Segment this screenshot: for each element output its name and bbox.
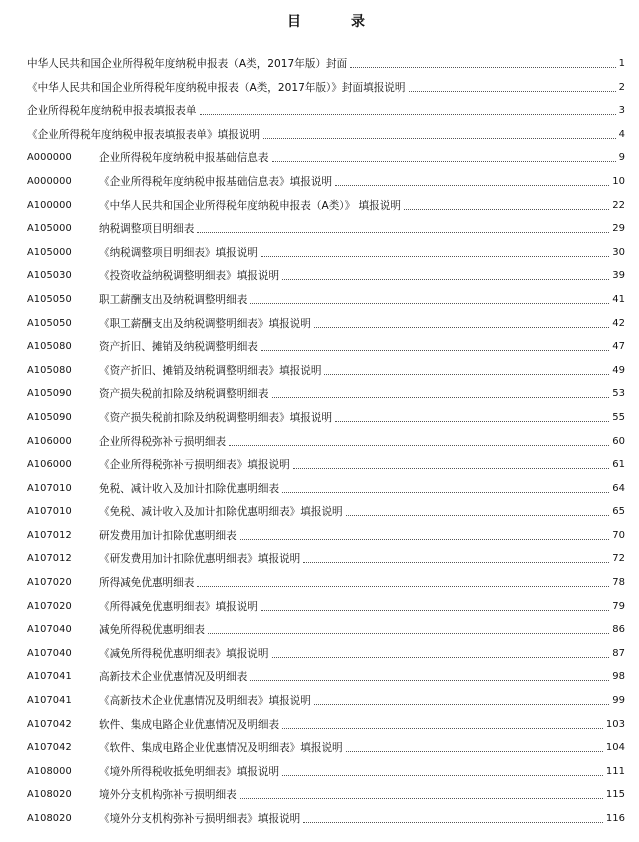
dot-leader bbox=[197, 586, 609, 587]
toc-entry[interactable] bbox=[27, 566, 625, 590]
toc-entry-code: A107041 bbox=[27, 671, 72, 683]
toc-entry[interactable] bbox=[27, 331, 625, 355]
toc-entry-page-number: 111 bbox=[605, 765, 625, 777]
dot-leader bbox=[293, 468, 610, 469]
toc-entry[interactable] bbox=[27, 779, 625, 803]
toc-entry-page-number: 9 bbox=[618, 152, 625, 164]
toc-entry[interactable] bbox=[27, 401, 625, 425]
toc-entry-code: A107020 bbox=[27, 600, 72, 612]
dot-leader bbox=[350, 67, 615, 68]
toc-entry-label: 企业所得税年度纳税申报基础信息表 bbox=[99, 152, 269, 165]
dot-leader bbox=[250, 680, 609, 681]
toc-entry[interactable] bbox=[27, 307, 625, 331]
toc-entry-code: A106000 bbox=[27, 435, 72, 447]
toc-entry-label: 《资产折旧、摊销及纳税调整明细表》填报说明 bbox=[99, 364, 322, 377]
toc-entry-page-number: 29 bbox=[612, 223, 625, 235]
toc-entry-label: 《纳税调整项目明细表》填报说明 bbox=[99, 246, 258, 259]
toc-entry-label: 所得减免优惠明细表 bbox=[99, 577, 195, 590]
dot-leader bbox=[282, 492, 609, 493]
toc-entry[interactable] bbox=[27, 661, 625, 685]
toc-entry-label: 《企业所得税年度纳税申报表填报表单》填报说明 bbox=[27, 128, 261, 141]
toc-entry-code: A105050 bbox=[27, 317, 72, 329]
toc-entry[interactable] bbox=[27, 637, 625, 661]
toc-entry-page-number: 2 bbox=[618, 81, 625, 93]
toc-entry-page-number: 61 bbox=[612, 459, 625, 471]
dot-leader bbox=[282, 728, 603, 729]
toc-entry[interactable] bbox=[27, 425, 625, 449]
toc-entry[interactable] bbox=[27, 213, 625, 237]
dot-leader bbox=[272, 657, 610, 658]
toc-entry-label: 《企业所得税弥补亏损明细表》填报说明 bbox=[99, 459, 290, 472]
toc-entry[interactable] bbox=[27, 118, 625, 142]
toc-entry-code: A105080 bbox=[27, 364, 72, 376]
toc-entry-label: 资产损失税前扣除及纳税调整明细表 bbox=[99, 388, 269, 401]
toc-entry-page-number: 4 bbox=[618, 128, 625, 140]
toc-entry-label: 中华人民共和国企业所得税年度纳税申报表（A类，2017年版）封面 bbox=[27, 58, 348, 70]
toc-entry-page-number: 116 bbox=[605, 813, 625, 824]
toc-entry-page-number: 70 bbox=[612, 529, 625, 541]
toc-entry-label: 《中华人民共和国企业所得税年度纳税申报表（A类，2017年版）》封面填报说明 bbox=[27, 81, 406, 94]
toc-entry[interactable] bbox=[27, 142, 625, 166]
dot-leader bbox=[229, 445, 609, 446]
toc-entry[interactable] bbox=[27, 590, 625, 614]
toc-entry-label: 《软件、集成电路企业优惠情况及明细表》填报说明 bbox=[99, 742, 343, 755]
toc-entry[interactable] bbox=[27, 802, 625, 826]
toc-entry-code: A107042 bbox=[27, 742, 72, 754]
toc-entry-code: A107012 bbox=[27, 529, 72, 541]
dot-leader bbox=[324, 374, 609, 375]
toc-entry[interactable] bbox=[27, 189, 625, 213]
dot-leader bbox=[240, 798, 603, 799]
toc-entry-label: 《研发费用加计扣除优惠明细表》填报说明 bbox=[99, 553, 301, 566]
dot-leader bbox=[272, 161, 616, 162]
dot-leader bbox=[261, 256, 609, 257]
toc-entry-page-number: 60 bbox=[612, 435, 625, 447]
toc-entry[interactable] bbox=[27, 283, 625, 307]
toc-entry-label: 《所得减免优惠明细表》填报说明 bbox=[99, 600, 258, 613]
toc-entry-page-number: 22 bbox=[612, 199, 625, 211]
toc-entry-code: A105050 bbox=[27, 293, 72, 305]
dot-leader bbox=[303, 562, 609, 563]
toc-entry-label: 资产折旧、摊销及纳税调整明细表 bbox=[99, 341, 258, 354]
dot-leader bbox=[200, 114, 616, 115]
toc-entry[interactable] bbox=[27, 236, 625, 260]
toc-entry-page-number: 87 bbox=[612, 647, 625, 659]
toc-entry-label: 《中华人民共和国企业所得税年度纳税申报表（A类）》 填报说明 bbox=[99, 199, 401, 212]
toc-entry[interactable] bbox=[27, 472, 625, 496]
toc-entry-code: A107020 bbox=[27, 577, 72, 589]
toc-entry[interactable] bbox=[27, 614, 625, 638]
toc-entry[interactable] bbox=[27, 378, 625, 402]
toc-entry-page-number: 41 bbox=[612, 293, 625, 305]
dot-leader bbox=[314, 327, 609, 328]
dot-leader bbox=[409, 91, 616, 92]
toc-entry-label: 《境外所得税收抵免明细表》填报说明 bbox=[99, 765, 280, 778]
toc-entry[interactable] bbox=[27, 47, 625, 71]
toc-entry-label: 《免税、减计收入及加计扣除优惠明细表》填报说明 bbox=[99, 506, 343, 519]
toc-entry-page-number: 104 bbox=[605, 742, 625, 754]
toc-entry-label: 高新技术企业优惠情况及明细表 bbox=[99, 671, 248, 684]
toc-entry-code: A108020 bbox=[27, 813, 72, 824]
toc-entry-label: 《境外分支机构弥补亏损明细表》填报说明 bbox=[99, 813, 301, 825]
dot-leader bbox=[335, 421, 609, 422]
toc-entry-page-number: 49 bbox=[612, 364, 625, 376]
toc-entry-code: A105090 bbox=[27, 388, 72, 400]
toc-entry[interactable] bbox=[27, 543, 625, 567]
dot-leader bbox=[261, 350, 609, 351]
toc-entry-label: 企业所得税年度纳税申报表填报表单 bbox=[27, 105, 197, 118]
dot-leader bbox=[282, 279, 609, 280]
toc-entry-label: 《职工薪酬支出及纳税调整明细表》填报说明 bbox=[99, 317, 311, 330]
toc-entry-label: 《减免所得税优惠明细表》填报说明 bbox=[99, 647, 269, 660]
toc-entry[interactable] bbox=[27, 708, 625, 732]
toc-entry-label: 《高新技术企业优惠情况及明细表》填报说明 bbox=[99, 695, 311, 708]
toc-entry-code: A105030 bbox=[27, 270, 72, 282]
toc-entry-page-number: 78 bbox=[612, 577, 625, 589]
toc-entry-page-number: 53 bbox=[612, 388, 625, 400]
toc-entry-code: A108020 bbox=[27, 789, 72, 801]
toc-entry-page-number: 98 bbox=[612, 671, 625, 683]
toc-entry-page-number: 99 bbox=[612, 695, 625, 707]
toc-entry-page-number: 42 bbox=[612, 317, 625, 329]
toc-entry[interactable] bbox=[27, 684, 625, 708]
toc-entry-label: 研发费用加计扣除优惠明细表 bbox=[99, 529, 237, 542]
toc-entry[interactable] bbox=[27, 755, 625, 779]
dot-leader bbox=[335, 185, 609, 186]
toc-entry-code: A107012 bbox=[27, 553, 72, 565]
toc-entry-label: 职工薪酬支出及纳税调整明细表 bbox=[99, 293, 248, 306]
page-title: 目 录 bbox=[287, 14, 383, 30]
toc-entry-code: A000000 bbox=[27, 152, 72, 164]
toc-entry-page-number: 10 bbox=[612, 175, 625, 187]
toc-entry[interactable] bbox=[27, 71, 625, 95]
toc-entry-label: 《资产损失税前扣除及纳税调整明细表》填报说明 bbox=[99, 411, 333, 424]
toc-entry-code: A100000 bbox=[27, 199, 72, 211]
toc-entry-label: 纳税调整项目明细表 bbox=[99, 223, 195, 236]
toc-entry-label: 《投资收益纳税调整明细表》填报说明 bbox=[99, 270, 280, 283]
dot-leader bbox=[261, 610, 609, 611]
toc-entry-code: A105080 bbox=[27, 341, 72, 353]
toc-entry-code: A107010 bbox=[27, 506, 72, 518]
toc-entry-label: 企业所得税弥补亏损明细表 bbox=[99, 435, 227, 448]
toc-entry-page-number: 1 bbox=[618, 58, 625, 69]
toc-entry-code: A105000 bbox=[27, 246, 72, 258]
toc-entry-code: A107042 bbox=[27, 718, 72, 730]
dot-leader bbox=[346, 751, 603, 752]
dot-leader bbox=[282, 775, 603, 776]
toc-entry[interactable] bbox=[27, 732, 625, 756]
toc-entry-code: A107040 bbox=[27, 647, 72, 659]
toc-entry[interactable] bbox=[27, 95, 625, 119]
dot-leader bbox=[303, 822, 603, 823]
dot-leader bbox=[208, 633, 609, 634]
toc-entry[interactable] bbox=[27, 260, 625, 284]
toc-entry-page-number: 3 bbox=[618, 105, 625, 117]
toc-entry[interactable] bbox=[27, 449, 625, 473]
toc-entry-label: 免税、减计收入及加计扣除优惠明细表 bbox=[99, 482, 280, 495]
dot-leader bbox=[314, 704, 609, 705]
toc-entry-page-number: 47 bbox=[612, 341, 625, 353]
toc-entry-label: 境外分支机构弥补亏损明细表 bbox=[99, 789, 237, 802]
dot-leader bbox=[263, 138, 616, 139]
toc-entry-page-number: 103 bbox=[605, 718, 625, 730]
toc-entry-page-number: 55 bbox=[612, 411, 625, 423]
toc-entry-code: A105000 bbox=[27, 223, 72, 235]
toc-entry-page-number: 65 bbox=[612, 506, 625, 518]
table-of-contents bbox=[27, 47, 625, 826]
toc-entry-code: A105090 bbox=[27, 411, 72, 423]
toc-entry-label: 减免所得税优惠明细表 bbox=[99, 624, 205, 637]
toc-entry[interactable] bbox=[27, 165, 625, 189]
toc-entry[interactable] bbox=[27, 354, 625, 378]
toc-entry-page-number: 64 bbox=[612, 482, 625, 494]
toc-entry[interactable] bbox=[27, 519, 625, 543]
dot-leader bbox=[240, 539, 610, 540]
toc-entry-code: A000000 bbox=[27, 175, 72, 187]
toc-entry-label: 软件、集成电路企业优惠情况及明细表 bbox=[99, 718, 280, 731]
toc-entry-page-number: 39 bbox=[612, 270, 625, 282]
toc-entry-code: A107010 bbox=[27, 482, 72, 494]
toc-entry-page-number: 79 bbox=[612, 600, 625, 612]
dot-leader bbox=[272, 397, 610, 398]
toc-entry-code: A107041 bbox=[27, 695, 72, 707]
toc-entry-page-number: 115 bbox=[605, 789, 625, 801]
toc-entry-page-number: 30 bbox=[612, 246, 625, 258]
toc-entry[interactable] bbox=[27, 496, 625, 520]
dot-leader bbox=[197, 232, 609, 233]
dot-leader bbox=[346, 515, 610, 516]
toc-entry-label: 《企业所得税年度纳税申报基础信息表》填报说明 bbox=[99, 175, 333, 188]
toc-entry-code: A107040 bbox=[27, 624, 72, 636]
dot-leader bbox=[250, 303, 609, 304]
toc-entry-page-number: 86 bbox=[612, 624, 625, 636]
toc-entry-page-number: 72 bbox=[612, 553, 625, 565]
dot-leader bbox=[404, 209, 609, 210]
toc-entry-code: A108000 bbox=[27, 765, 72, 777]
toc-entry-code: A106000 bbox=[27, 459, 72, 471]
